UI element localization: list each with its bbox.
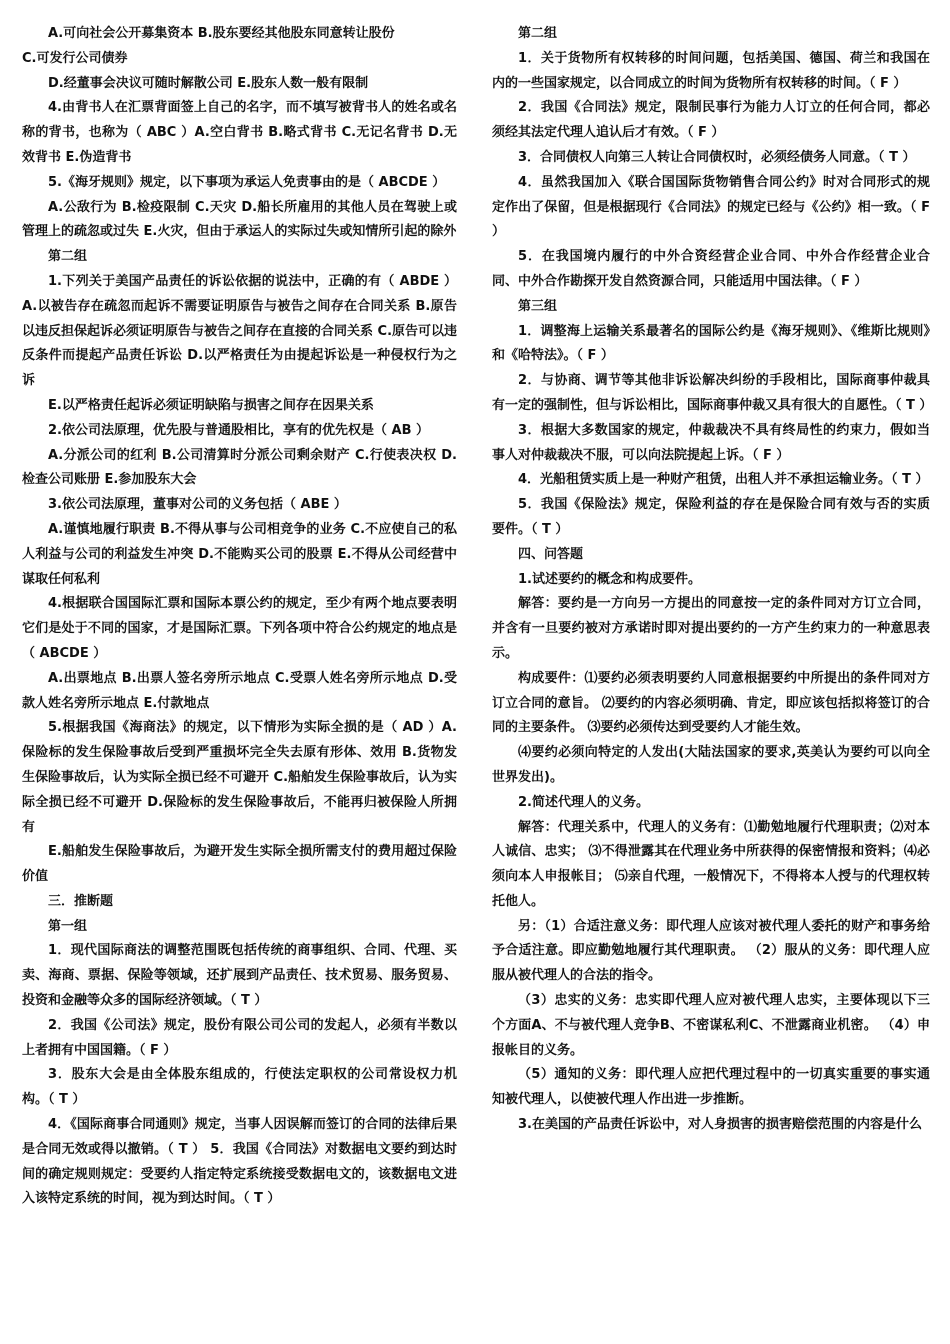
- paragraph: A.可向社会公开募集资本 B.股东要经其他股东同意转让股份: [48, 26, 395, 41]
- paragraph: 4.根据联合国国际汇票和国际本票公约的规定，至少有两个地点要表明它们是处于不同的国家，才是国际汇票。下列各项中符合公约规定的地点是（ ABCDE ）: [22, 596, 457, 661]
- paragraph: 4．虽然我国加入《联合国国际货物销售合同公约》时对合同形式的规定作出了保留，但是根据现行《合同法》的规定已经与《公约》相一致。（ F ）: [492, 174, 930, 240]
- paragraph: A.出票地点 B.出票人签名旁所示地点 C.受票人姓名旁所示地点 D.受款人姓名旁所示地点 E.付款地点: [22, 670, 457, 711]
- paragraph: 5.根据我国《海商法》的规定，以下情形为实际全损的是（ AD ）A.保险标的发生保险事故后受到严重损坏完全失去原有形体、效用 B.货物发生保险事故后，认为实际全损已经不可避开 C.船舶发生保险事故后，认为实际全损已经不可避开 D.保险标的发生保险事故后，不能再归被保险人所拥有: [22, 720, 458, 835]
- paragraph: A.分派公司的红利 B.公司清算时分派公司剩余财产 C.行使表决权 D.检查公司账册 E.参加股东大会: [22, 447, 457, 488]
- paragraph: A.谨慎地履行职责 B.不得从事与公司相竞争的业务 C.不应使自己的私人利益与公司的利益发生冲突 D.不能购买公司的股票 E.不得从公司经营中谋取任何私利: [22, 521, 457, 587]
- paragraph: 2．我国《公司法》规定，股份有限公司公司的发起人，必须有半数以上者拥有中国国籍。（ F ）: [22, 1017, 457, 1058]
- paragraph: 3．股东大会是由全体股东组成的，行使法定职权的公司常设权力机构。（ T ）: [22, 1067, 457, 1108]
- paragraph: 5．在我国境内履行的中外合资经营企业合同、中外合作经营企业合同、中外合作勘探开发自然资源合同，只能适用中国法律。（ F ）: [492, 249, 930, 289]
- paragraph: ⑷要约必须向特定的人发出(大陆法国家的要求,英美认为要约可以向全世界发出)。: [492, 745, 930, 785]
- paragraph: 2．我国《合同法》规定，限制民事行为能力人订立的任何合同，都必须经其法定代理人追认后才有效。（ F ）: [492, 100, 930, 141]
- paragraph: E.以严格责任起诉必须证明缺陷与损害之间存在因果关系: [48, 397, 374, 413]
- paragraph: 3.依公司法原理，董事对公司的义务包括（ ABE ）: [48, 497, 347, 513]
- paragraph: E.船舶发生保险事故后，为避开发生实际全损所需支付的费用超过保险价值: [22, 844, 457, 885]
- paragraph: 构成要件：⑴要约必须表明要约人同意根据要约中所提出的条件同对方订立合同的意旨。 ⑵要约的内容必须明确、肯定，即应该包括拟将签订的合同的主要条件。 ⑶要约必须传达到受要约人才能生效。: [492, 670, 930, 736]
- paragraph: 第二组: [518, 26, 558, 41]
- paragraph: C.可发行公司债券: [22, 50, 128, 66]
- paragraph: （5）通知的义务：即代理人应把代理过程中的一切真实重要的事实通知被代理人，以使被代理人作出进一步推断。: [492, 1067, 930, 1108]
- paragraph: D.经董事会决议可随时解散公司 E.股东人数一般有限制: [48, 75, 369, 91]
- paragraph: 4．《国际商事合同通则》规定，当事人因误解而签订的合同的法律后果是合同无效或得以撤销。（ T ） 5．我国《合同法》对数据电文要约到达时间的确定规则规定：受要约人指定特定系统接受数据电文的，该数据电文进入该特定系统的时间，视为到达时间。（ T ）: [22, 1117, 457, 1207]
- paragraph: 3．根据大多数国家的规定，仲裁裁决不具有终局性的约束力，假如当事人对仲裁裁决不服，可以向法院提起上诉。（ F ）: [492, 422, 930, 463]
- paragraph: 另：（1）合适注意义务：即代理人应该对被代理人委托的财产和事务给予合适注意。即应勤勉地履行其代理职责。 （2）服从的义务：即代理人应服从被代理人的合法的指令。: [492, 918, 930, 984]
- paragraph: 5．我国《保险法》规定，保险利益的存在是保险合同有效与否的实质要件。（ T ）: [492, 497, 930, 537]
- paragraph: 三．推断题: [48, 893, 114, 909]
- left-column: [22, 22, 457, 1212]
- paragraph: 解答：代理关系中，代理人的义务有：⑴勤勉地履行代理职责；⑵对本人诚信、忠实； ⑶不得泄露其在代理业务中所获得的保密情报和资料；⑷必须向本人申报帐目； ⑸亲自代理，一般情况下，不得将本人授与的代理权转托他人。: [492, 819, 930, 909]
- paragraph: 5.《海牙规则》规定，以下事项为承运人免责事由的是（ ABCDE ）: [48, 174, 446, 190]
- paragraph: 3．合同债权人向第三人转让合同债权时，必须经债务人同意。（ T ）: [518, 149, 916, 165]
- paragraph: 1.试述要约的概念和构成要件。: [518, 571, 701, 587]
- paragraph: （3）忠实的义务：忠实即代理人应对被代理人忠实，主要体现以下三个方面A、不与被代理人竞争B、不密谋私利C、不泄露商业机密。 （4）申报帐目的义务。: [492, 993, 930, 1058]
- paragraph: 2．与协商、调节等其他非诉讼解决纠纷的手段相比，国际商事仲裁具有一定的强制性，但与诉讼相比，国际商事仲裁又具有很大的自愿性。（ T ）: [492, 373, 933, 413]
- paragraph: 1.下列关于美国产品责任的诉讼依据的说法中，正确的有（ ABDE ）A.以被告存在疏忽而起诉不需要证明原告与被告之间存在合同关系 B.原告以违反担保起诉必须证明原告与被告之间存在直接的合同关系 C.原告可以违反条件而提起产品责任诉讼 D.以严格责任为由提起诉讼是一种侵权行为之诉: [22, 273, 458, 389]
- right-column: [492, 22, 933, 1138]
- paragraph: 第二组: [48, 249, 88, 265]
- paragraph: 3.在美国的产品责任诉讼中，对人身损害的损害赔偿范围的内容是什么: [518, 1117, 922, 1133]
- paragraph: 4．光船租赁实质上是一种财产租赁，出租人并不承担运输业务。（ T ）: [518, 472, 929, 488]
- paragraph: 第三组: [518, 298, 558, 314]
- paragraph: 四、问答题: [518, 546, 584, 562]
- paragraph: 4.由背书人在汇票背面签上自己的名字，而不填写被背书人的姓名或名称的背书，也称为（ ABC ）A.空白背书 B.略式背书 C.无记名背书 D.无效背书 E.伪造背书: [22, 100, 457, 165]
- paragraph: 1．调整海上运输关系最著名的国际公约是《海牙规则》、《维斯比规则》和《哈特法》。（ F ）: [492, 323, 930, 364]
- paragraph: 解答：要约是一方向另一方提出的同意按一定的条件同对方订立合同，并含有一旦要约被对方承诺时即对提出要约的一方产生约束力的一种意思表示。: [492, 596, 930, 661]
- paragraph: 2.依公司法原理，优先股与普通股相比，享有的优先权是（ AB ）: [48, 422, 430, 438]
- paragraph: 第一组: [48, 918, 88, 934]
- paragraph: A.公敌行为 B.检疫限制 C.天灾 D.船长所雇用的其他人员在驾驶上或管理上的疏忽或过失 E.火灾，但由于承运人的实际过失或知情所引起的除外: [22, 199, 457, 240]
- paragraph: 2.简述代理人的义务。: [518, 794, 649, 810]
- paragraph: 1．现代国际商法的调整范围既包括传统的商事组织、合同、代理、买卖、海商、票据、保险等领域，还扩展到产品责任、技术贸易、服务贸易、投资和金融等众多的国际经济领域。（ T ）: [22, 943, 457, 1009]
- paragraph: 1．关于货物所有权转移的时间问题，包括美国、德国、荷兰和我国在内的一些国家规定，以合同成立的时间为货物所有权转移的时间。（ F ）: [492, 50, 930, 91]
